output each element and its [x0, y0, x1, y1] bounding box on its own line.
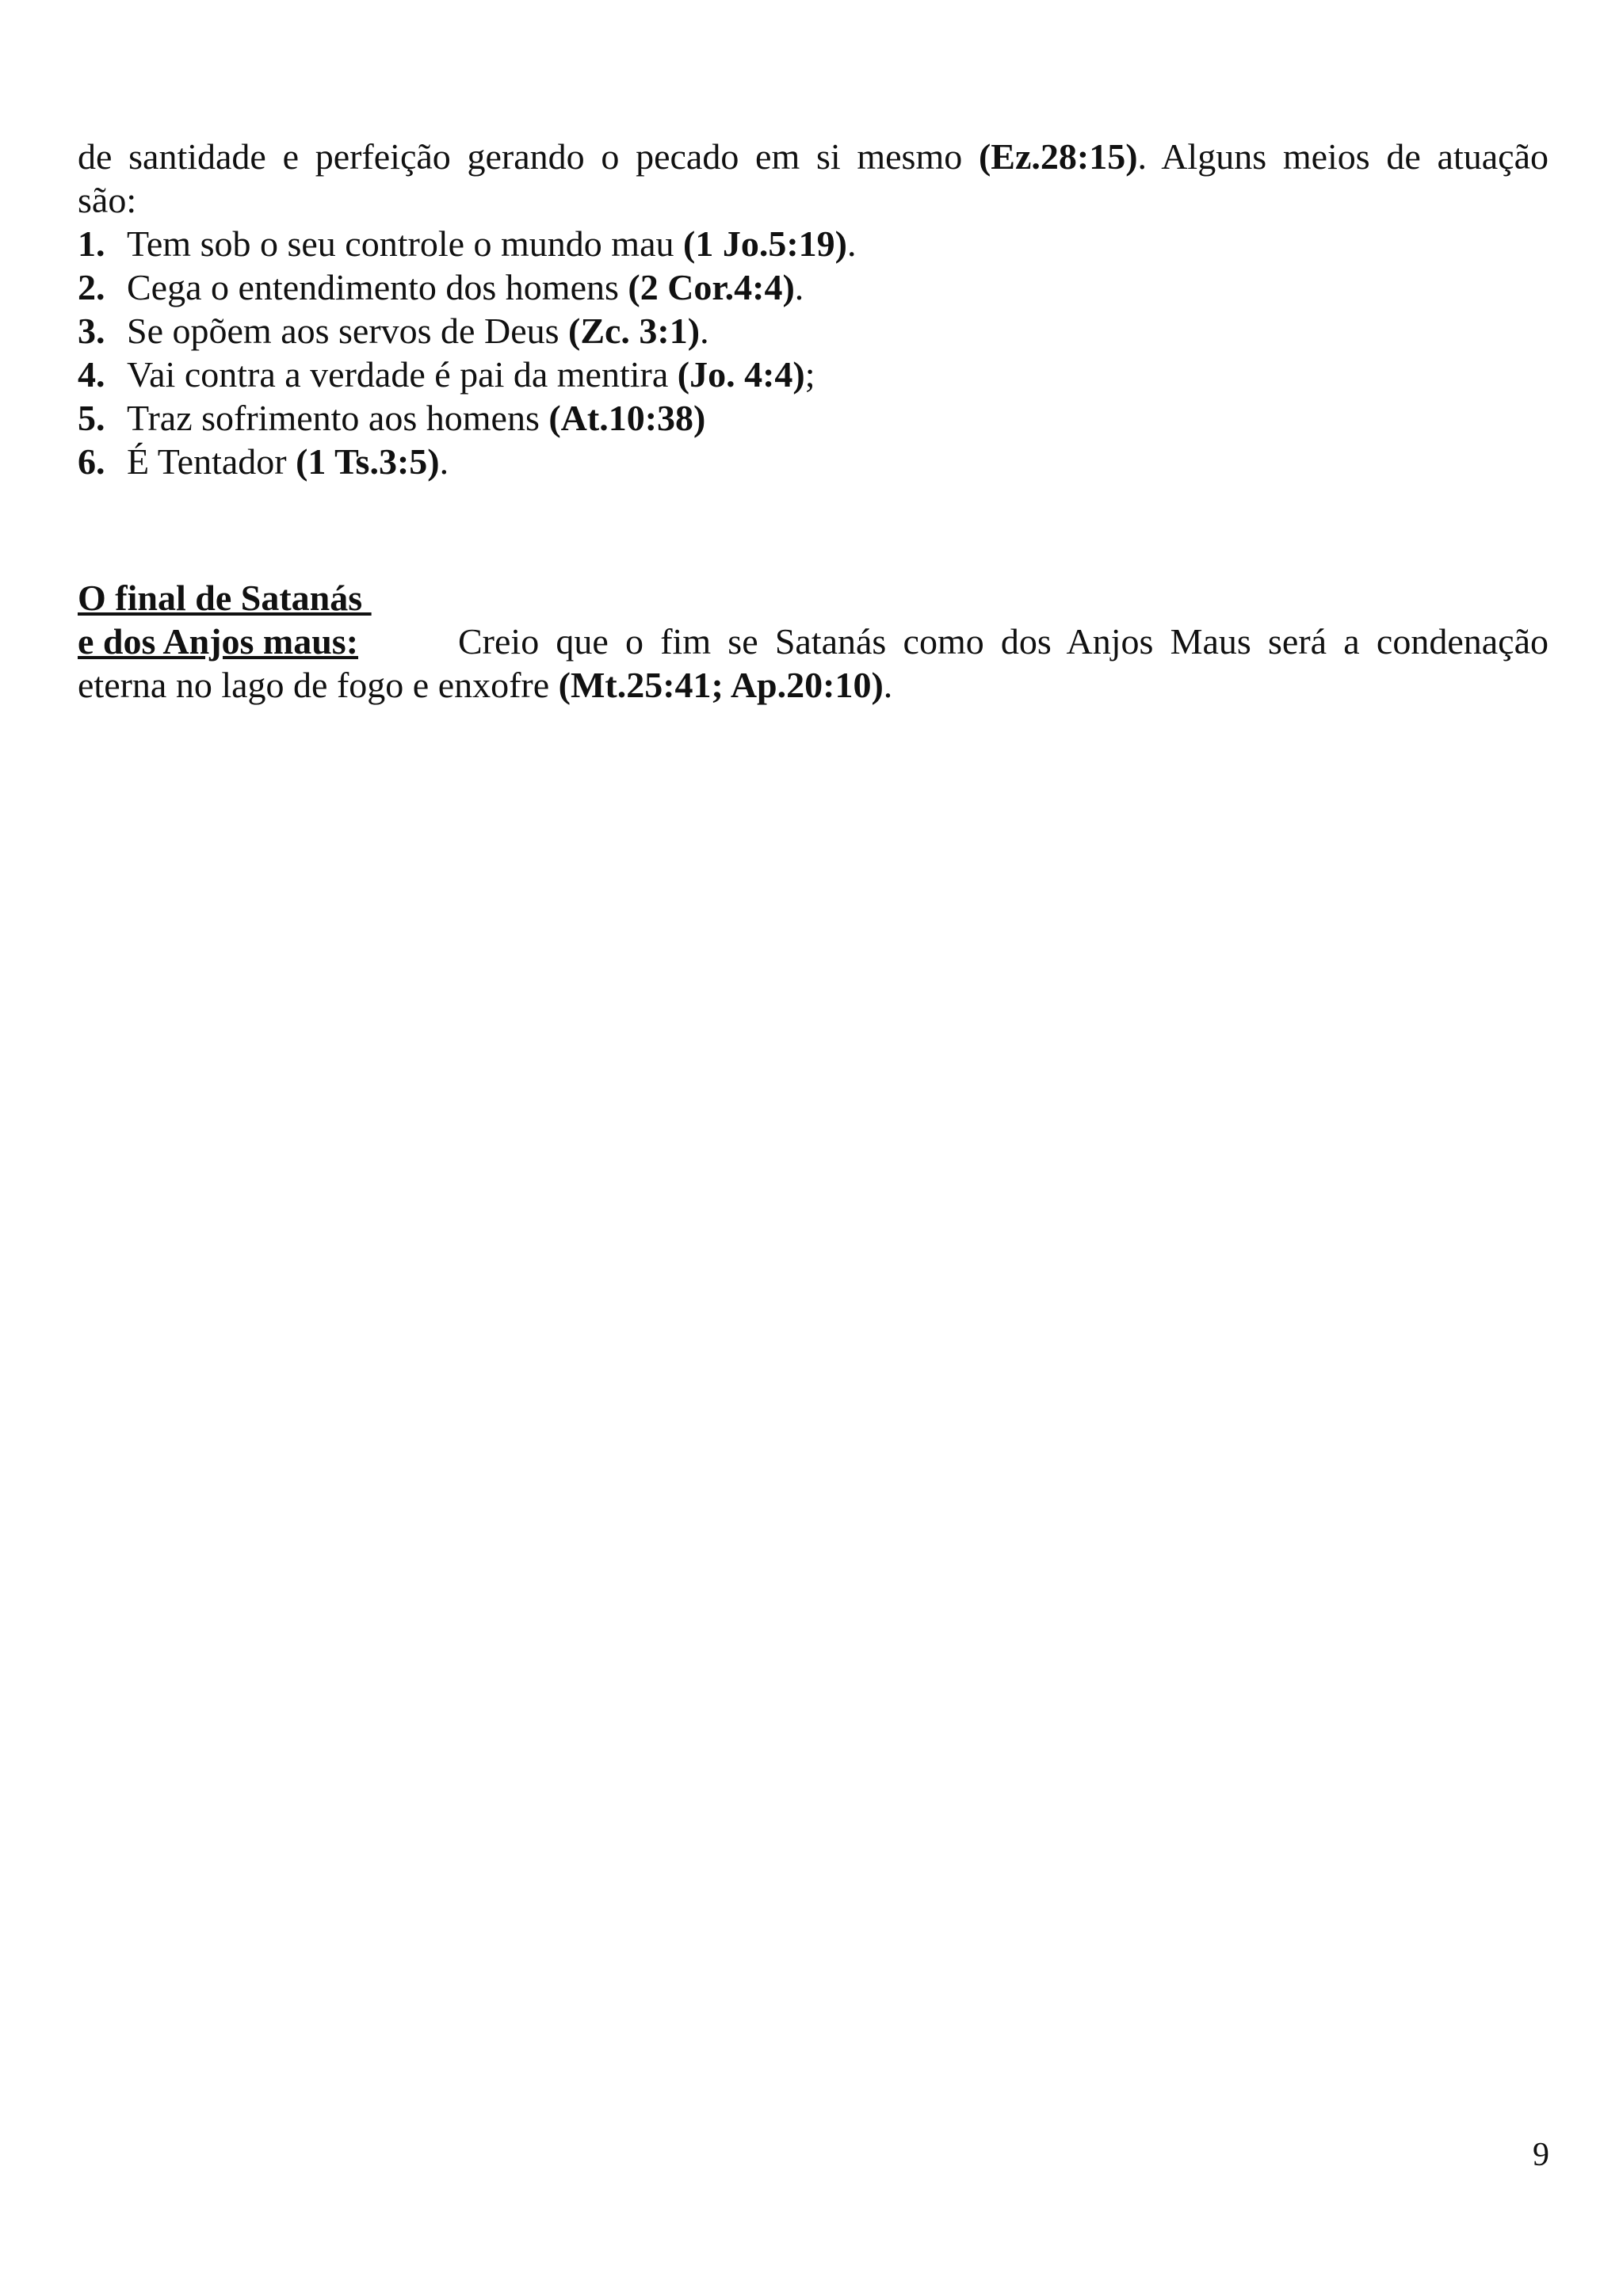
scripture-reference: (1 Ts.3:5)	[296, 441, 440, 482]
scripture-reference: (Ez.28:15)	[978, 136, 1138, 177]
section-heading-continued: e dos Anjos maus:	[78, 621, 359, 662]
scripture-reference: (1 Jo.5:19)	[683, 223, 847, 264]
list-item: 5. Traz sofrimento aos homens (At.10:38)	[78, 398, 706, 438]
list-item: 2. Cega o entendimento dos homens (2 Cor.4:4).	[78, 267, 804, 307]
final-line-2: eterna no lago de fogo e enxofre (Mt.25:41; Ap.20:10).	[78, 665, 893, 705]
section-heading: O final de Satanás	[78, 578, 372, 618]
intro-line-2: são:	[78, 180, 137, 220]
list-item: 4. Vai contra a verdade é pai da mentira (Jo. 4:4);	[78, 354, 815, 395]
list-item: 6. É Tentador (1 Ts.3:5).	[78, 441, 449, 482]
page-number: 9	[1533, 2137, 1549, 2173]
scripture-reference: (2 Cor.4:4)	[628, 267, 795, 307]
final-line-1: e dos Anjos maus: Creio que o fim se Satanás como dos Anjos Maus será a condenação	[78, 621, 1549, 662]
actions-list	[78, 222, 1549, 483]
final-paragraph	[78, 620, 1549, 707]
intro-paragraph	[78, 135, 1549, 222]
list-item: 3. Se opõem aos servos de Deus (Zc. 3:1).	[78, 311, 709, 351]
list-item: 1. Tem sob o seu controle o mundo mau (1 Jo.5:19).	[78, 223, 857, 264]
scripture-reference: (At.10:38)	[548, 398, 706, 438]
scripture-reference: (Zc. 3:1)	[568, 311, 701, 351]
intro-line-1: de santidade e perfeição gerando o pecado em si mesmo (Ez.28:15). Alguns meios de atuação	[78, 136, 1549, 177]
scripture-reference: (Mt.25:41; Ap.20:10)	[558, 665, 884, 705]
scripture-reference: (Jo. 4:4)	[677, 354, 805, 395]
